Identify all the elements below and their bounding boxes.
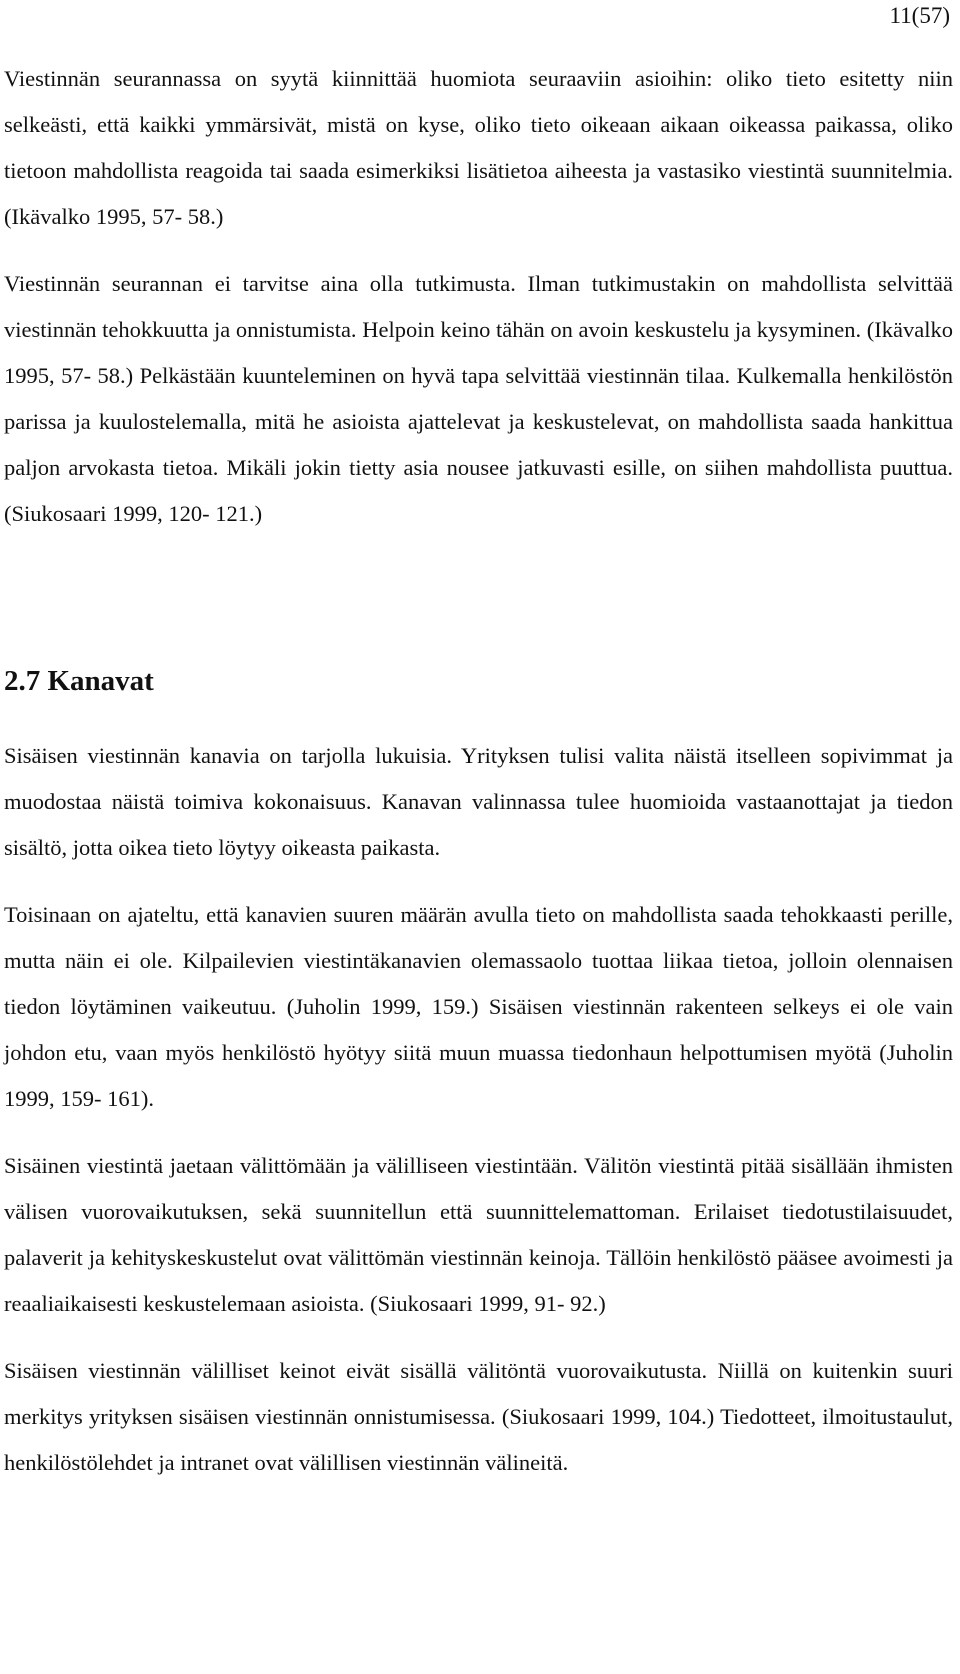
paragraph-communication-monitoring: Viestinnän seurannassa on syytä kiinnittää huomiota seuraaviin asioihin: oliko tieto esitetty niin selkeästi, että kaikki ymmärsivät, mistä on kyse, oliko tieto oikeaan aikaan oikeassa paikassa, oliko tietoon mahdollista reagoida tai saada esimerkiksi lisätietoa aiheesta ja vastasiko viestintä suunnitelmia. (Ikävalko 1995, 57- 58.) [4, 66, 953, 229]
paragraph-direct-communication: Sisäinen viestintä jaetaan välittömään ja välilliseen viestintään. Välitön viestintä pitää sisällään ihmisten välisen vuorovaikutuksen, sekä suunnitellun että suunnittelemattoman. Erilaiset tiedotustilaisuudet, palaverit ja kehityskeskustelut ovat välittömän viestinnän keinoja. Tällöin henkilöstö pääsee avoimesti ja reaaliaikaisesti keskustelemaan asioista. (Siukosaari 1999, 91- 92.) [4, 1153, 953, 1316]
paragraph-monitoring-methods: Viestinnän seurannan ei tarvitse aina olla tutkimusta. Ilman tutkimustakin on mahdollista selvittää viestinnän tehokkuutta ja onnistumista. Helpoin keino tähän on avoin keskustelu ja kysyminen. (Ikävalko 1995, 57- 58.) Pelkästään kuunteleminen on hyvä tapa selvittää viestinnän tilaa. Kulkemalla henkilöstön parissa ja kuulostelemalla, mitä he asioista ajattelevat ja keskustelevat, on mahdollista saada hankittua paljon arvokasta tietoa. Mikäli jokin tietty asia nousee jatkuvasti esille, on siihen mahdollista puuttua. (Siukosaari 1999, 120- 121.) [4, 271, 953, 526]
page-number: 11(57) [889, 3, 950, 28]
paragraph-channel-selection: Sisäisen viestinnän kanavia on tarjolla lukuisia. Yrityksen tulisi valita näistä itselleen sopivimmat ja muodostaa näistä toimiva kokonaisuus. Kanavan valinnassa tulee huomioida vastaanottajat ja tiedon sisältö, jotta oikea tieto löytyy oikeasta paikasta. [4, 743, 953, 860]
section-heading-kanavat: 2.7 Kanavat [4, 665, 154, 697]
document-body [4, 56, 953, 1486]
paragraph-channel-quantity: Toisinaan on ajateltu, että kanavien suuren määrän avulla tieto on mahdollista saada tehokkaasti perille, mutta näin ei ole. Kilpailevien viestintäkanavien olemassaolo tuottaa liikaa tietoa, jolloin olennaisen tiedon löytäminen vaikeutuu. (Juholin 1999, 159.) Sisäisen viestinnän rakenteen selkeys ei ole vain johdon etu, vaan myös henkilöstö hyötyy siitä muun muassa tiedonhaun helpottumisen myötä (Juholin 1999, 159- 161). [4, 902, 953, 1111]
paragraph-indirect-communication: Sisäisen viestinnän välilliset keinot eivät sisällä välitöntä vuorovaikutusta. Niillä on kuitenkin suuri merkitys yrityksen sisäisen viestinnän onnistumisessa. (Siukosaari 1999, 104.) Tiedotteet, ilmoitustaulut, henkilöstölehdet ja intranet ovat välillisen viestinnän välineitä. [4, 1358, 953, 1475]
